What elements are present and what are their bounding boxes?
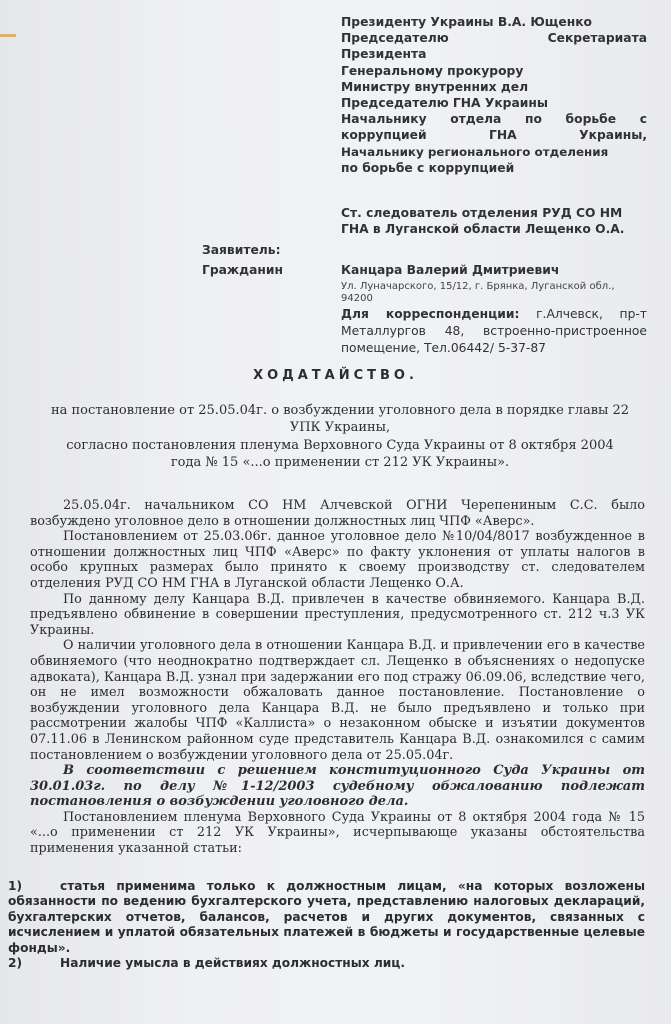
paragraph: 25.05.04г. начальником СО НМ Алчевской ОГНИ Черепениным С.С. было возбуждено уголовное дело в отношении должностных лиц ЧПФ «Аверс». (30, 498, 645, 529)
addressee-line: Председателю Секретариата (341, 31, 647, 46)
addressee-line: по борьбе с коррупцией (341, 160, 515, 175)
correspondence-block: Для корреспонденции: г.Алчевск, пр-т Металлургов 48, встроенно-пристроенное помещение, Тел.06442/ 5-37-87 (341, 307, 648, 355)
subtitle-line: года № 15 «...о применении ст 212 УК Украины». (170, 455, 510, 470)
list-item: 1) статья применима только к должностным лицам, «на которых возложены обязанности по ведению бухгалтерского учета, представлению налоговых деклараций, бухгалтерских отчетов, балансов, расчетов и других документов, связанных с исчислением и уплатой обязательных платежей в бюджеты и государственные целевые фонды». (8, 879, 645, 955)
addressee-line: Генеральному прокурору (341, 63, 524, 78)
applicant-address: Ул. Луначарского, 15/12, г. Брянка, Луганской обл., (341, 281, 615, 292)
investigator-line: Ст. следователь отделения РУД СО НМ (341, 206, 623, 220)
investigator-block (341, 205, 647, 237)
applicant-address: 94200 (341, 293, 373, 304)
addressee-line: коррупцией ГНА Украины, (341, 128, 647, 143)
applicant-name: Канцара Валерий Дмитриевич (341, 263, 560, 277)
paragraph: О наличии уголовного дела в отношении Канцара В.Д. и привлечении его в качестве обвиняемого (что неоднократно подтверждает сл. Лещенко в объяснениях о недопуске адвоката), Канцара В.Д. узнал при задержании его под стражу 06.09.06, вследствие чего, он не имел возможности обжаловать данное постановление. Постановление о возбуждении уголовного дела Канцара В.Д. не было предъявлено и только при рассмотрении жалобы ЧПФ «Каллиста» о незаконном обыске и изъятии документов 07.11.06 в Ленинском районном суде представитель Канцара В.Д. ознакомился с самим постановлением о возбуждении уголовного дела от 25.05.04г. (30, 638, 645, 763)
conditions-list (8, 879, 645, 971)
applicant-label: Заявитель: (202, 243, 281, 257)
addressee-line: Министру внутренних дел (341, 79, 529, 94)
addressee-block (341, 14, 647, 176)
paragraph: Постановлением пленума Верховного Суда Украины от 8 октября 2004 года № 15 «...о применении ст 212 УК Украины», исчерпывающе указаны обстоятельства применения указанной статьи: (30, 809, 645, 857)
addressee-line: Президента (341, 47, 427, 62)
addressee-line: Начальнику отдела по борьбе с (341, 112, 647, 127)
scan-edge-mark (0, 34, 16, 37)
list-item: 2) Наличие умысла в действиях должностных лиц. (8, 956, 405, 971)
citizen-label: Гражданин (202, 263, 284, 277)
addressee-line: Начальнику регионального отделения (341, 144, 609, 159)
subtitle-line: на постановление от 25.05.04г. о возбуждении уголовного дела в порядке главы 22 (50, 403, 630, 418)
investigator-line: ГНА в Луганской области Лещенко О.А. (341, 222, 625, 237)
emphasized-paragraph: В соответствии с решением конституционного Суда Украины от 30.01.03г. по делу №1-12/2003 судебному обжалованию подлежат постановления о возбуждении уголовного дела. (30, 763, 645, 810)
subtitle-line: согласно постановления пленума Верховного Суда Украины от 8 октября 2004 (66, 438, 614, 453)
document-title: ХОДАТАЙСТВО. (253, 368, 418, 383)
subtitle-line: УПК Украины, (289, 420, 391, 435)
document-body (30, 498, 645, 857)
addressee-line: Президенту Украины В.А. Ющенко (341, 15, 592, 29)
paragraph: По данному делу Канцара В.Д. привлечен в качестве обвиняемого. Канцара В.Д. предъявлено обвинение в совершении преступления, предусмотренного ст. 212 ч.3 УК Украины. (30, 591, 645, 638)
paragraph: Постановлением от 25.03.06г. данное уголовное дело №10/04/8017 возбужденное в отношении должностных лиц ЧПФ «Аверс» по факту уклонения от уплаты налогов в особо крупных размерах было принято к своему производству ст. следователем отделения РУД СО НМ ГНА в Луганской области Лещенко О.А. (30, 529, 645, 591)
addressee-line: Председателю ГНА Украины (341, 96, 549, 111)
